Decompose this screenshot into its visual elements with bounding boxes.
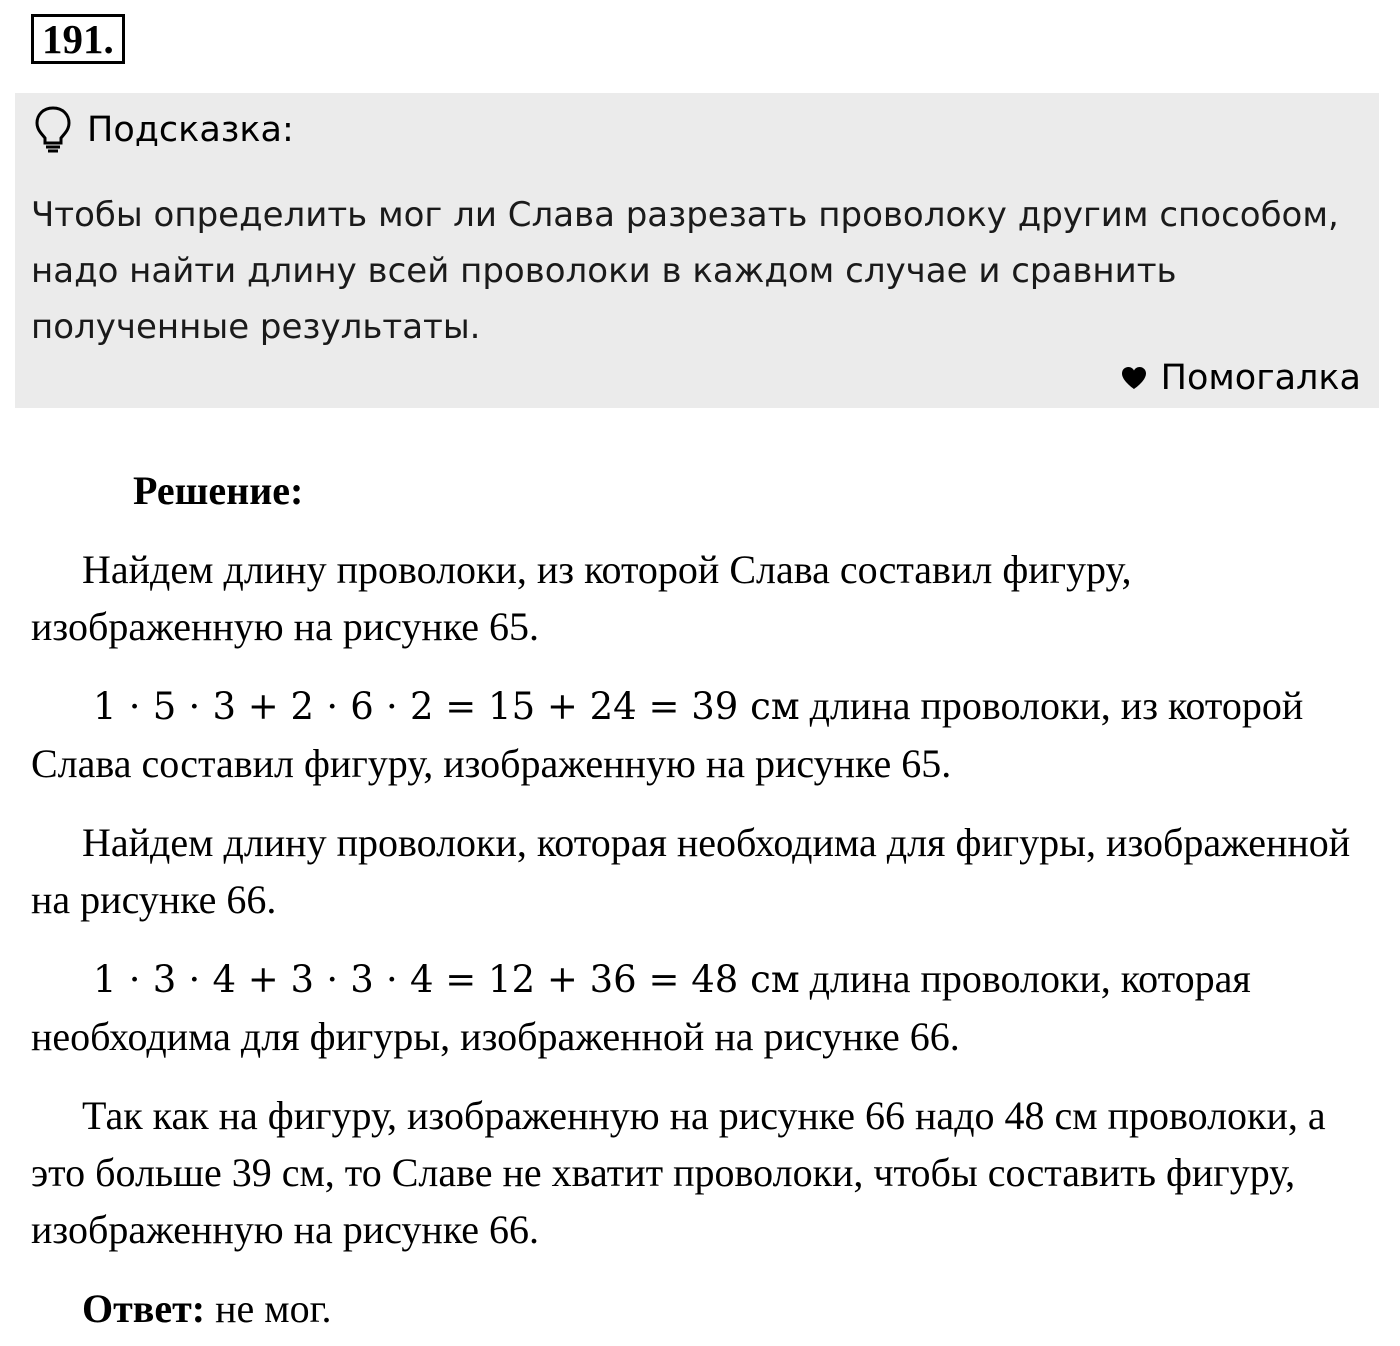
solution-paragraph-1: Найдем длину проволоки, из которой Слава составил фигуру, изображенную на рисунке 65.	[31, 547, 1132, 649]
solution-paragraph-3: Так как на фигуру, изображенную на рисунке 66 надо 48 см проволоки, а это больше 39 см, то Славе не хватит проволоки, чтобы составить фигуру, изображенную на рисунке 66.	[31, 1093, 1326, 1252]
equation-1-text: длина проволоки, из которой Слава составил фигуру, изображенную на рисунке 65.	[31, 683, 1304, 786]
solution	[31, 462, 1376, 1337]
answer-label: Ответ:	[82, 1286, 206, 1331]
brand-link[interactable]	[1121, 355, 1361, 401]
solution-title: Решение:	[133, 468, 304, 513]
lightbulb-icon	[33, 105, 73, 155]
solution-equation-1	[31, 677, 1376, 792]
equation-2: 1 ⋅ 3 ⋅ 4 + 3 ⋅ 3 ⋅ 4 = 12 + 36 = 48 см	[93, 958, 800, 1001]
equation-1: 1 ⋅ 5 ⋅ 3 + 2 ⋅ 6 ⋅ 2 = 15 + 24 = 39 см	[93, 685, 800, 728]
brand-label: Помогалка	[1160, 358, 1361, 398]
hint-text: Чтобы определить мог ли Слава разрезать проволоку другим способом, надо найти длину всей проволоки в каждом случае и сравнить полученные результаты.	[31, 195, 1339, 347]
hint-title: Подсказка:	[87, 110, 294, 150]
hint-box	[15, 93, 1379, 408]
answer	[31, 1280, 1376, 1337]
solution-paragraph-2: Найдем длину проволоки, которая необходима для фигуры, изображенной на рисунке 66.	[31, 820, 1351, 922]
heart-icon	[1121, 366, 1147, 390]
solution-equation-2	[31, 950, 1376, 1065]
answer-text: не мог.	[205, 1286, 332, 1331]
hint-header	[33, 105, 294, 155]
equation-2-text: длина проволоки, которая необходима для фигуры, изображенной на рисунке 66.	[31, 956, 1251, 1059]
task-number: 191.	[31, 14, 125, 64]
